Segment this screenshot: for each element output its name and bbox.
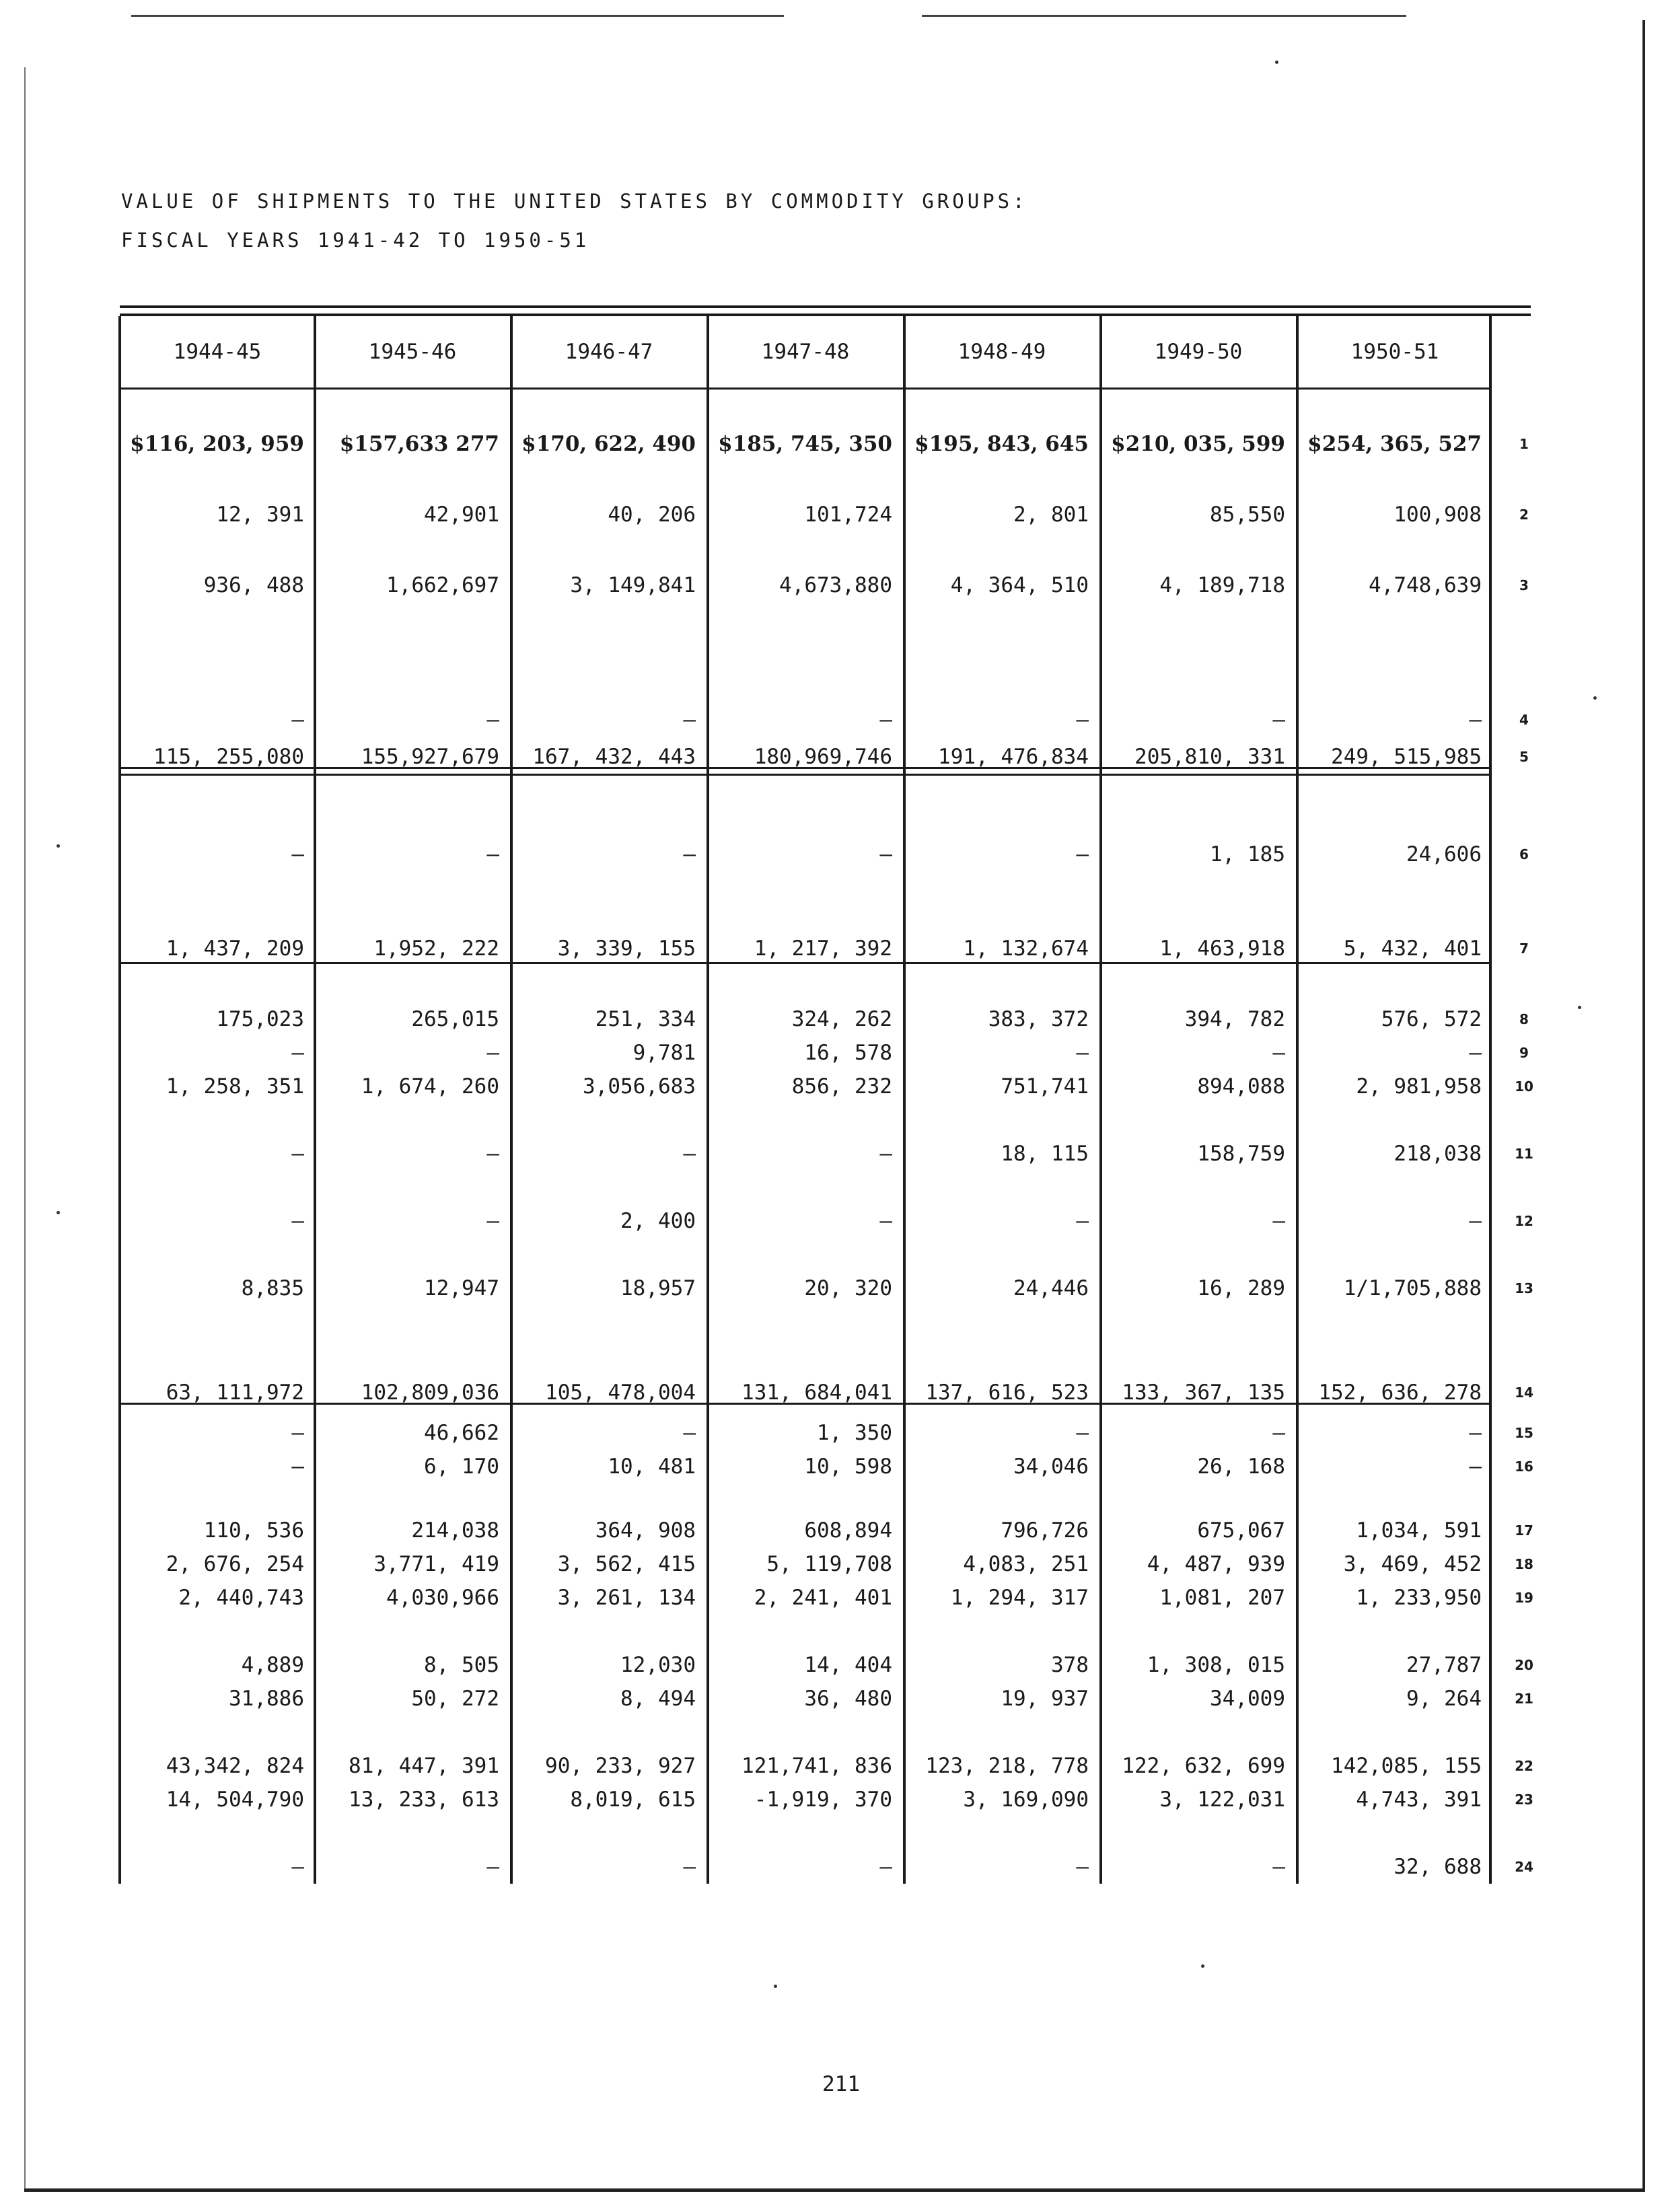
- table-cell: 1, 308, 015: [1147, 1653, 1285, 1677]
- column-header-year: 1949-50: [1154, 340, 1243, 364]
- table-cell: 3, 149,841: [570, 573, 696, 597]
- line-number: 17: [1515, 1522, 1533, 1539]
- line-number: 4: [1519, 712, 1529, 728]
- title-line-1: VALUE OF SHIPMENTS TO THE UNITED STATES BY COMMODITY GROUPS:: [121, 190, 1028, 213]
- table-cell: -1,919, 370: [754, 1787, 892, 1812]
- table-cell: 251, 334: [595, 1007, 696, 1031]
- table-cell: —: [1469, 1041, 1482, 1065]
- table-cell: 378: [1051, 1653, 1089, 1677]
- table-cell: 6, 170: [424, 1454, 499, 1479]
- table-cell: —: [486, 1855, 499, 1879]
- table-cell: 1,952, 222: [373, 936, 499, 961]
- table-cell: —: [291, 1209, 304, 1233]
- table-cell: 167, 432, 443: [532, 745, 696, 769]
- table-cell: 936, 488: [203, 573, 304, 597]
- table-cell: 31,886: [229, 1687, 304, 1711]
- table-cell: 42,901: [424, 503, 499, 527]
- table-cell: 4,743, 391: [1356, 1787, 1482, 1812]
- table-cell: 4, 487, 939: [1147, 1552, 1285, 1576]
- table-cell: $116, 203, 959: [130, 432, 304, 456]
- table-cell: —: [1076, 1041, 1089, 1065]
- table-cell: 12, 391: [216, 503, 304, 527]
- table-cell: 12,947: [424, 1276, 499, 1300]
- table-cell: 50, 272: [411, 1687, 499, 1711]
- line-number: 19: [1515, 1590, 1533, 1606]
- line-number: 1: [1519, 436, 1529, 452]
- table-cell: 796,726: [1001, 1518, 1089, 1543]
- table-cell: —: [683, 842, 696, 867]
- line-number: 7: [1519, 941, 1529, 957]
- table-cell: 123, 218, 778: [925, 1754, 1089, 1778]
- table-cell: 43,342, 824: [166, 1754, 304, 1778]
- section-rule-7: [120, 962, 1490, 964]
- table-cell: 34,046: [1013, 1454, 1089, 1479]
- table-cell: 85,550: [1210, 503, 1285, 527]
- table-cell: 3, 169,090: [963, 1787, 1089, 1812]
- table-cell: 180,969,746: [754, 745, 892, 769]
- table-cell: 1/1,705,888: [1343, 1276, 1482, 1300]
- table-cell: 8, 505: [424, 1653, 499, 1677]
- table-cell: —: [683, 1142, 696, 1166]
- page-border-right: [1642, 20, 1645, 2190]
- table-cell: 4,030,966: [386, 1586, 499, 1610]
- table-cell: 24,606: [1406, 842, 1482, 867]
- table-cell: 1, 437, 209: [166, 936, 304, 961]
- table-cell: 133, 367, 135: [1122, 1380, 1285, 1405]
- table-cell: 1, 217, 392: [754, 936, 892, 961]
- page-number: 211: [822, 2072, 860, 2096]
- line-number: 8: [1519, 1011, 1529, 1027]
- scan-speck: [1201, 1964, 1204, 1968]
- table-cell: 1, 350: [817, 1421, 892, 1445]
- table-cell: 214,038: [411, 1518, 499, 1543]
- table-cell: $185, 745, 350: [718, 432, 892, 456]
- table-cell: 137, 616, 523: [925, 1380, 1089, 1405]
- scan-speck: [57, 1211, 60, 1214]
- table-cell: 36, 480: [804, 1687, 892, 1711]
- table-cell: 205,810, 331: [1134, 745, 1285, 769]
- table-cell: 2, 400: [620, 1209, 696, 1233]
- table-cell: 24,446: [1013, 1276, 1089, 1300]
- table-cell: —: [486, 1142, 499, 1166]
- table-cell: 3,056,683: [583, 1074, 696, 1099]
- line-number: 3: [1519, 577, 1529, 593]
- table-cell: 394, 782: [1184, 1007, 1285, 1031]
- table-cell: —: [879, 708, 892, 732]
- table-cell: 10, 481: [608, 1454, 696, 1479]
- table-cell: —: [486, 1209, 499, 1233]
- table-cell: 101,724: [804, 503, 892, 527]
- table-cell: 324, 262: [791, 1007, 892, 1031]
- table-cell: 155,927,679: [361, 745, 499, 769]
- table-cell: 34,009: [1210, 1687, 1285, 1711]
- table-cell: 191, 476,834: [938, 745, 1089, 769]
- table-top-rule: [120, 305, 1531, 308]
- table-cell: 18, 115: [1001, 1142, 1089, 1166]
- top-edge-line: [131, 15, 784, 17]
- table-cell: 105, 478,004: [545, 1380, 696, 1405]
- table-cell: 249, 515,985: [1331, 745, 1482, 769]
- table-cell: 20, 320: [804, 1276, 892, 1300]
- table-cell: 9,781: [632, 1041, 696, 1065]
- line-number: 5: [1519, 749, 1529, 765]
- table-cell: 90, 233, 927: [545, 1754, 696, 1778]
- table-cell: 5, 119,708: [766, 1552, 892, 1576]
- line-number: 12: [1515, 1213, 1533, 1229]
- table-cell: $170, 622, 490: [521, 432, 696, 456]
- table-cell: —: [1076, 1209, 1089, 1233]
- scan-speck: [774, 1985, 777, 1988]
- table-cell: 364, 908: [595, 1518, 696, 1543]
- table-cell: 26, 168: [1197, 1454, 1285, 1479]
- table-cell: 2, 801: [1013, 503, 1089, 527]
- table-cell: —: [1076, 1855, 1089, 1879]
- line-number: 9: [1519, 1045, 1529, 1061]
- table-cell: —: [879, 1855, 892, 1879]
- table-cell: 1, 185: [1210, 842, 1285, 867]
- table-cell: —: [1272, 1855, 1285, 1879]
- column-divider: [707, 316, 709, 1884]
- table-cell: 4, 364, 510: [950, 573, 1089, 597]
- table-cell: 8,019, 615: [570, 1787, 696, 1812]
- table-cell: 4,748,639: [1369, 573, 1482, 597]
- table-cell: 894,088: [1197, 1074, 1285, 1099]
- line-number: 22: [1515, 1758, 1533, 1774]
- table-cell: —: [291, 1142, 304, 1166]
- scan-speck: [1275, 61, 1278, 64]
- table-cell: 46,662: [424, 1421, 499, 1445]
- table-cell: 218,038: [1394, 1142, 1482, 1166]
- table-cell: —: [291, 1421, 304, 1445]
- table-cell: 16, 289: [1197, 1276, 1285, 1300]
- line-number: 14: [1515, 1385, 1533, 1401]
- line-number: 16: [1515, 1459, 1533, 1475]
- table-cell: 13, 233, 613: [349, 1787, 499, 1812]
- table-cell: 14, 404: [804, 1653, 892, 1677]
- line-number: 21: [1515, 1691, 1533, 1707]
- column-divider: [314, 316, 316, 1884]
- table-cell: 14, 504,790: [166, 1787, 304, 1812]
- table-cell: 4,673,880: [779, 573, 892, 597]
- table-cell: 27,787: [1406, 1653, 1482, 1677]
- line-number: 13: [1515, 1280, 1533, 1296]
- column-header-year: 1947-48: [761, 340, 850, 364]
- table-cell: —: [1272, 1209, 1285, 1233]
- table-cell: 121,741, 836: [741, 1754, 892, 1778]
- table-cell: —: [1469, 1209, 1482, 1233]
- table-cell: —: [1272, 708, 1285, 732]
- table-cell: $157,633 277: [339, 432, 499, 456]
- table-cell: 3, 562, 415: [557, 1552, 696, 1576]
- table-cell: 856, 232: [791, 1074, 892, 1099]
- column-header-year: 1945-46: [368, 340, 457, 364]
- table-cell: 4,083, 251: [963, 1552, 1089, 1576]
- table-cell: 2, 440,743: [178, 1586, 304, 1610]
- table-cell: —: [1469, 1454, 1482, 1479]
- column-divider: [1296, 316, 1299, 1884]
- table-cell: —: [683, 708, 696, 732]
- table-cell: 3, 261, 134: [557, 1586, 696, 1610]
- column-divider: [903, 316, 906, 1884]
- line-number: 11: [1515, 1146, 1533, 1162]
- table-cell: $254, 365, 527: [1307, 432, 1482, 456]
- table-cell: 3,771, 419: [373, 1552, 499, 1576]
- table-cell: $195, 843, 645: [914, 432, 1089, 456]
- table-cell: —: [1272, 1041, 1285, 1065]
- table-cell: 158,759: [1197, 1142, 1285, 1166]
- table-cell: 12,030: [620, 1653, 696, 1677]
- table-cell: 2, 241, 401: [754, 1586, 892, 1610]
- line-number: 15: [1515, 1425, 1533, 1441]
- column-header-year: 1944-45: [173, 340, 262, 364]
- column-divider: [510, 316, 513, 1884]
- column-header-year: 1950-51: [1350, 340, 1439, 364]
- table-cell: 2, 981,958: [1356, 1074, 1482, 1099]
- page-border-bottom: [24, 2188, 1645, 2192]
- table-cell: 3, 122,031: [1159, 1787, 1285, 1812]
- table-cell: 1,662,697: [386, 573, 499, 597]
- column-divider: [1489, 316, 1492, 1884]
- table-cell: 19, 937: [1001, 1687, 1089, 1711]
- section-rule-5b: [120, 774, 1490, 776]
- table-cell: 751,741: [1001, 1074, 1089, 1099]
- table-cell: 81, 447, 391: [349, 1754, 499, 1778]
- table-cell: —: [291, 1041, 304, 1065]
- column-header-year: 1948-49: [957, 340, 1046, 364]
- page-border-left: [24, 67, 26, 2190]
- table-cell: 142,085, 155: [1331, 1754, 1482, 1778]
- table-cell: 122, 632, 699: [1122, 1754, 1285, 1778]
- table-cell: 1, 258, 351: [166, 1074, 304, 1099]
- table-cell: —: [486, 842, 499, 867]
- table-cell: 1, 294, 317: [950, 1586, 1089, 1610]
- table-cell: 3, 339, 155: [557, 936, 696, 961]
- table-cell: 265,015: [411, 1007, 499, 1031]
- table-cell: —: [683, 1421, 696, 1445]
- table-cell: —: [1272, 1421, 1285, 1445]
- table-cell: 102,809,036: [361, 1380, 499, 1405]
- table-cell: 18,957: [620, 1276, 696, 1300]
- table-cell: 175,023: [216, 1007, 304, 1031]
- table-cell: —: [291, 1855, 304, 1879]
- table-cell: 115, 255,080: [153, 745, 304, 769]
- document-title: [121, 182, 1028, 260]
- table-cell: 152, 636, 278: [1318, 1380, 1482, 1405]
- top-edge-line: [922, 15, 1406, 17]
- table-cell: 110, 536: [203, 1518, 304, 1543]
- table-cell: 1, 674, 260: [361, 1074, 499, 1099]
- scan-speck: [1593, 696, 1597, 700]
- table-cell: —: [683, 1855, 696, 1879]
- table-cell: 5, 432, 401: [1343, 936, 1482, 961]
- table-cell: —: [1469, 1421, 1482, 1445]
- table-cell: —: [879, 842, 892, 867]
- line-number: 23: [1515, 1792, 1533, 1808]
- table-cell: 3, 469, 452: [1343, 1552, 1482, 1576]
- table-cell: 675,067: [1197, 1518, 1285, 1543]
- table-cell: —: [486, 708, 499, 732]
- table-cell: $210, 035, 599: [1111, 432, 1285, 456]
- table-cell: —: [291, 1454, 304, 1479]
- table-cell: —: [1076, 1421, 1089, 1445]
- line-number: 10: [1515, 1078, 1533, 1095]
- table-cell: 100,908: [1394, 503, 1482, 527]
- table-cell: 1, 463,918: [1159, 936, 1285, 961]
- scan-speck: [1578, 1006, 1581, 1009]
- title-line-2: FISCAL YEARS 1941-42 TO 1950-51: [121, 229, 590, 252]
- line-number: 24: [1515, 1859, 1533, 1875]
- table-cell: —: [291, 708, 304, 732]
- table-cell: 2, 676, 254: [166, 1552, 304, 1576]
- table-cell: 383, 372: [988, 1007, 1089, 1031]
- line-number: 2: [1519, 507, 1529, 523]
- table-cell: 131, 684,041: [741, 1380, 892, 1405]
- table-top-rule-double: [120, 314, 1531, 316]
- table-cell: 32, 688: [1394, 1855, 1482, 1879]
- line-number: 6: [1519, 846, 1529, 862]
- table-cell: 10, 598: [804, 1454, 892, 1479]
- table-cell: 576, 572: [1381, 1007, 1482, 1031]
- table-cell: —: [291, 842, 304, 867]
- table-cell: 4,889: [241, 1653, 304, 1677]
- table-cell: —: [1469, 708, 1482, 732]
- table-cell: —: [879, 1142, 892, 1166]
- scan-speck: [57, 844, 60, 848]
- table-cell: —: [486, 1041, 499, 1065]
- column-divider: [1099, 316, 1102, 1884]
- table-cell: 1, 132,674: [963, 936, 1089, 961]
- table-cell: 9, 264: [1406, 1687, 1482, 1711]
- line-number: 20: [1515, 1657, 1533, 1673]
- table-cell: —: [1076, 842, 1089, 867]
- column-divider: [118, 316, 121, 1884]
- table-cell: 40, 206: [608, 503, 696, 527]
- table-cell: 1,034, 591: [1356, 1518, 1482, 1543]
- table-cell: —: [879, 1209, 892, 1233]
- table-cell: 4, 189,718: [1159, 573, 1285, 597]
- table-cell: —: [1076, 708, 1089, 732]
- table-cell: 16, 578: [804, 1041, 892, 1065]
- line-number: 18: [1515, 1556, 1533, 1572]
- table-cell: 1,081, 207: [1159, 1586, 1285, 1610]
- table-cell: 8,835: [241, 1276, 304, 1300]
- table-cell: 63, 111,972: [166, 1380, 304, 1405]
- table-cell: 1, 233,950: [1356, 1586, 1482, 1610]
- table-cell: 8, 494: [620, 1687, 696, 1711]
- header-bottom-rule: [120, 388, 1490, 390]
- table-cell: 608,894: [804, 1518, 892, 1543]
- column-header-year: 1946-47: [565, 340, 653, 364]
